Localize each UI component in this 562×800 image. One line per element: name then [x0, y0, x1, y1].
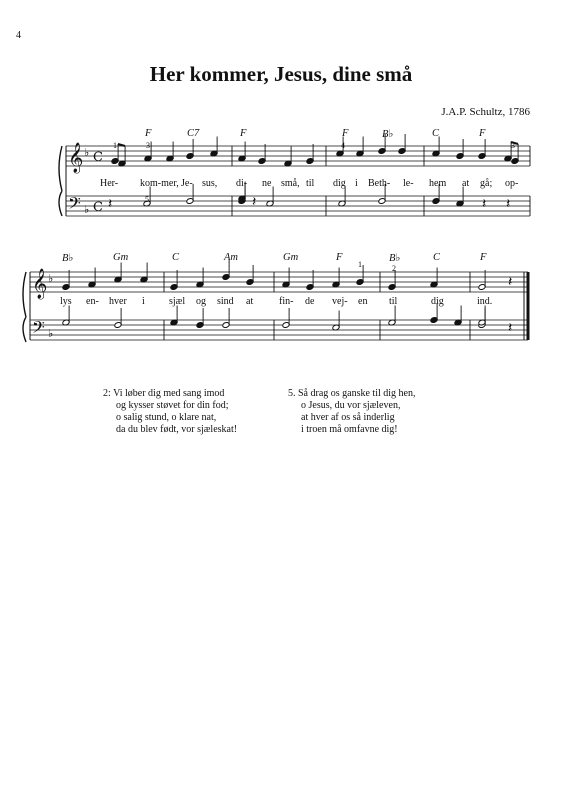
lyric-syllable: i: [142, 296, 145, 307]
lyric-syllable: at: [462, 178, 470, 189]
lyric-syllable: at: [246, 296, 254, 307]
key-signature-flat: ♭: [84, 146, 90, 159]
chord-symbol: F: [342, 128, 349, 139]
lyric-syllable: små,: [281, 178, 300, 189]
fingering: 3: [511, 141, 515, 150]
lyric-syllable: hver: [109, 296, 127, 307]
chord-symbol: F: [479, 128, 486, 139]
rest: 𝄽: [108, 196, 113, 212]
key-signature-flat: ♭: [48, 327, 54, 340]
chord-symbol: B♭: [389, 253, 401, 264]
lyric-syllable: ind.: [477, 296, 493, 307]
lyric-syllable: ne: [262, 178, 272, 189]
lyric-syllable: i: [355, 178, 358, 189]
bass-clef: 𝄢: [32, 317, 45, 341]
lyric-syllable: lys: [60, 296, 72, 307]
lyric-syllable: op-: [505, 178, 519, 189]
lyric-syllable: Her-: [100, 178, 119, 189]
song-title: Her kommer, Jesus, dine små: [149, 62, 413, 86]
stanza-line: o salig stund, o klare nat,: [116, 412, 217, 423]
fingering: 1: [113, 141, 117, 150]
lyric-syllable: Beth-: [368, 178, 391, 189]
rest: 𝄽: [482, 196, 487, 212]
rest: 𝄽: [252, 194, 257, 210]
stanza-line: og kysser støvet for din fod;: [116, 400, 229, 411]
lyric-syllable: sjæl: [169, 296, 186, 307]
key-signature-flat: ♭: [48, 272, 54, 285]
page-number: 4: [16, 30, 21, 41]
chord-symbol: Gm: [283, 252, 299, 263]
brace: [59, 146, 62, 216]
lyric-syllable: og: [196, 296, 206, 307]
time-signature: C: [93, 200, 103, 215]
rest: 𝄽: [508, 320, 513, 336]
lyric-syllable: kom-mer,: [140, 178, 179, 189]
lyric-syllable: en: [358, 296, 368, 307]
lyric-syllable: di-: [236, 178, 248, 189]
stanza-line: da du blev født, vor sjæleskat!: [116, 424, 238, 435]
stanza-line: 5. Så drag os ganske til dig hen,: [288, 388, 416, 399]
lyric-syllable: sus,: [202, 178, 218, 189]
chord-symbol: F: [480, 252, 487, 263]
lyric-syllable: dig: [333, 178, 346, 189]
lyric-syllable: til: [389, 296, 398, 307]
fingering: 2: [392, 264, 396, 273]
lyric-syllable: fin-: [279, 296, 294, 307]
stanza-line: i troen må omfavne dig!: [301, 424, 398, 435]
lyric-syllable: le-: [403, 178, 414, 189]
time-signature: C: [93, 150, 103, 165]
lyric-syllable: vej-: [332, 296, 348, 307]
lyric-syllable: sind: [217, 296, 234, 307]
lyric-syllable: de: [305, 296, 315, 307]
stanza-2: [103, 388, 237, 436]
chord-symbol: B♭: [382, 129, 394, 140]
lyric-syllable: dig: [431, 296, 444, 307]
lyric-syllable: gå;: [480, 178, 493, 189]
lyric-syllable: til: [306, 178, 315, 189]
chord-symbol: C: [172, 252, 180, 263]
brace: [23, 272, 26, 342]
stanza-5: [288, 388, 415, 436]
chord-symbol: Am: [224, 252, 238, 263]
treble-clef: 𝄞: [68, 143, 84, 173]
treble-clef: 𝄞: [32, 269, 48, 299]
lyric-syllable: Je-: [181, 178, 193, 189]
chord-symbol: C7: [187, 128, 200, 139]
stanza-line: 2: Vi løber dig med sang imod: [103, 388, 225, 399]
chord-symbol: F: [145, 128, 152, 139]
chord-symbol: B♭: [62, 253, 74, 264]
fingering: 1: [358, 260, 362, 269]
rest: 𝄽: [506, 196, 511, 212]
chord-symbol: C: [432, 128, 440, 139]
fingering: 5: [145, 195, 149, 204]
chord-symbol: F: [336, 252, 343, 263]
stanza-line: at hver af os så inderlig: [301, 412, 395, 423]
bass-clef: 𝄢: [68, 193, 81, 217]
composer-credit: J.A.P. Schultz, 1786: [441, 106, 530, 118]
rest: 𝄽: [508, 274, 513, 290]
chord-symbol: C: [433, 252, 441, 263]
fingering: 4: [341, 141, 345, 150]
lyric-syllable: hem: [429, 178, 447, 189]
fingering: 3: [146, 141, 150, 150]
chord-symbol: Gm: [113, 252, 129, 263]
chord-symbol: F: [240, 128, 247, 139]
key-signature-flat: ♭: [84, 203, 90, 216]
stanza-line: o Jesus, du vor sjæleven,: [301, 400, 401, 411]
lyric-syllable: en-: [86, 296, 99, 307]
